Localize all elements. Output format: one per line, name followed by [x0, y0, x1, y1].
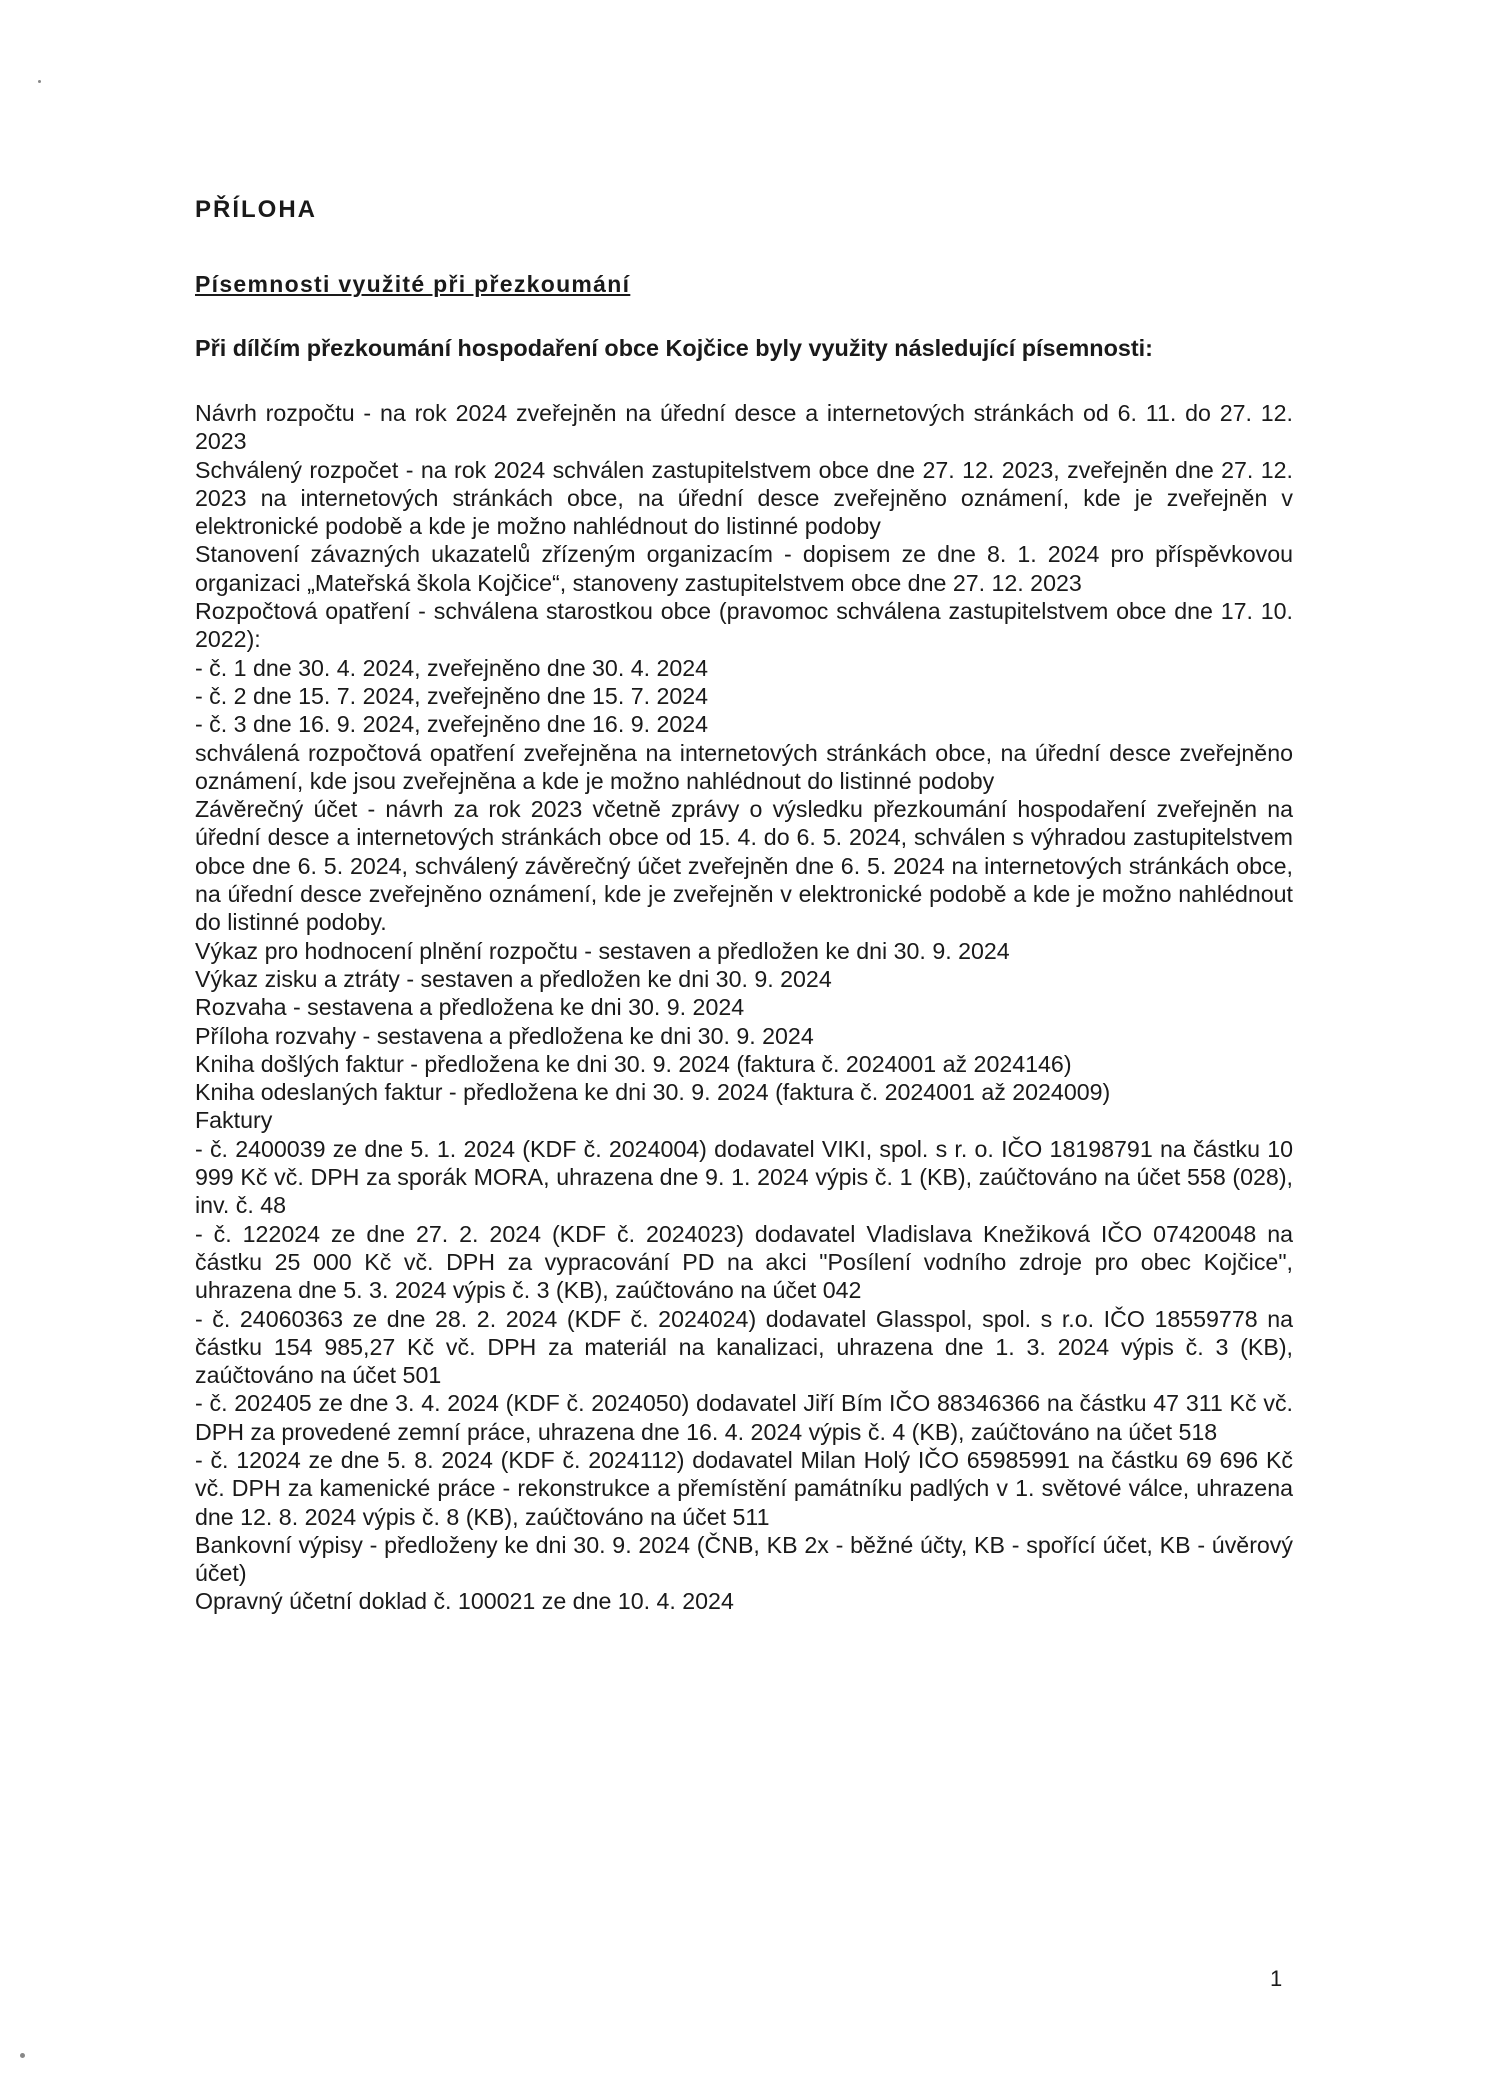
list-item: Výkaz pro hodnocení plnění rozpočtu - sestaven a předložen ke dni 30. 9. 2024: [195, 937, 1010, 964]
list-item: Faktury: [195, 1107, 273, 1134]
list-item: - č. 2400039 ze dne 5. 1. 2024 (KDF č. 2024004) dodavatel VIKI, spol. s r. o. IČO 18198791 na částku 10 999 Kč vč. DPH za sporák MORA, uhrazena dne 9. 1. 2024 výpis č. 1 (KB), zaúčtováno na účet 558 (028), inv. č. 48: [195, 1135, 1293, 1219]
list-item: - č. 12024 ze dne 5. 8. 2024 (KDF č. 2024112) dodavatel Milan Holý IČO 65985991 na částku 69 696 Kč vč. DPH za kamenické práce - rekonstrukce a přemístění památníku padlých v 1. světové válce, uhrazena dne 12. 8. 2024 výpis č. 8 (KB), zaúčtováno na účet 511: [195, 1446, 1293, 1530]
list-item: Rozpočtová opatření - schválena starostkou obce (pravomoc schválena zastupitelstvem obce dne 17. 10. 2022):: [195, 598, 1293, 653]
list-item: - č. 202405 ze dne 3. 4. 2024 (KDF č. 2024050) dodavatel Jiří Bím IČO 88346366 na částku 47 311 Kč vč. DPH za provedené zemní práce, uhrazena dne 16. 4. 2024 výpis č. 4 (KB), zaúčtováno na účet 518: [195, 1390, 1293, 1445]
list-item: Opravný účetní doklad č. 100021 ze dne 10. 4. 2024: [195, 1588, 734, 1615]
list-item: - č. 2 dne 15. 7. 2024, zveřejněno dne 15. 7. 2024: [195, 682, 709, 709]
scan-speck: [38, 80, 41, 83]
list-item: - č. 24060363 ze dne 28. 2. 2024 (KDF č. 2024024) dodavatel Glasspol, spol. s r.o. IČO 18559778 na částku 154 985,27 Kč vč. DPH za materiál na kanalizaci, uhrazena dne 1. 3. 2024 výpis č. 3 (KB), zaúčtováno na účet 501: [195, 1305, 1293, 1389]
scan-speck: [20, 2053, 25, 2058]
document-page: [195, 195, 1293, 1616]
list-item: - č. 122024 ze dne 27. 2. 2024 (KDF č. 2024023) dodavatel Vladislava Knežiková IČO 07420048 na částku 25 000 Kč vč. DPH za vypracování PD na akci "Posílení vodního zdroje pro obec Kojčice", uhrazena dne 5. 3. 2024 výpis č. 3 (KB), zaúčtováno na účet 042: [195, 1220, 1293, 1304]
list-item: Rozvaha - sestavena a předložena ke dni 30. 9. 2024: [195, 994, 745, 1021]
intro-statement: Při dílčím přezkoumání hospodaření obce Kojčice byly využity následující písemnosti:: [195, 335, 1153, 361]
list-item: Schválený rozpočet - na rok 2024 schválen zastupitelstvem obce dne 27. 12. 2023, zveřejněn dne 27. 12. 2023 na internetových stránkách obce, na úřední desce zveřejněno oznámení, kde je zveřejněn v elektronické podobě a kde je možno nahlédnout do listinné podoby: [195, 456, 1293, 540]
list-item: Příloha rozvahy - sestavena a předložena ke dni 30. 9. 2024: [195, 1022, 814, 1049]
document-subheading: Písemnosti využité při přezkoumání: [195, 271, 631, 297]
document-list: [195, 399, 1293, 1616]
list-item: Bankovní výpisy - předloženy ke dni 30. 9. 2024 (ČNB, KB 2x - běžné účty, KB - spořící účet, KB - úvěrový účet): [195, 1531, 1293, 1587]
list-item: Návrh rozpočtu - na rok 2024 zveřejněn na úřední desce a internetových stránkách od 6. 11. do 27. 12. 2023: [195, 400, 1293, 455]
page-number: 1: [1270, 1966, 1283, 1991]
list-item: Kniha došlých faktur - předložena ke dni 30. 9. 2024 (faktura č. 2024001 až 2024146): [195, 1050, 1072, 1077]
list-item: - č. 1 dne 30. 4. 2024, zveřejněno dne 30. 4. 2024: [195, 654, 709, 681]
document-heading: PŘÍLOHA: [195, 196, 317, 223]
list-item: Stanovení závazných ukazatelů zřízeným organizacím - dopisem ze dne 8. 1. 2024 pro příspěvkovou organizaci „Mateřská škola Kojčice“, stanoveny zastupitelstvem obce dne 27. 12. 2023: [195, 541, 1293, 596]
list-item: Výkaz zisku a ztráty - sestaven a předložen ke dni 30. 9. 2024: [195, 965, 832, 992]
list-item: schválená rozpočtová opatření zveřejněna na internetových stránkách obce, na úřední desce zveřejněno oznámení, kde jsou zveřejněna a kde je možno nahlédnout do listinné podoby: [195, 739, 1293, 794]
list-item: - č. 3 dne 16. 9. 2024, zveřejněno dne 16. 9. 2024: [195, 711, 709, 738]
list-item: Závěrečný účet - návrh za rok 2023 včetně zprávy o výsledku přezkoumání hospodaření zveřejněn na úřední desce a internetových stránkách obce od 15. 4. do 6. 5. 2024, schválen s výhradou zastupitelstvem obce dne 6. 5. 2024, schválený závěrečný účet zveřejněn dne 6. 5. 2024 na internetových stránkách obce, na úřední desce zveřejněno oznámení, kde je zveřejněn v elektronické podobě a kde je možno nahlédnout do listinné podoby.: [195, 796, 1293, 936]
list-item: Kniha odeslaných faktur - předložena ke dni 30. 9. 2024 (faktura č. 2024001 až 2024009): [195, 1079, 1111, 1106]
